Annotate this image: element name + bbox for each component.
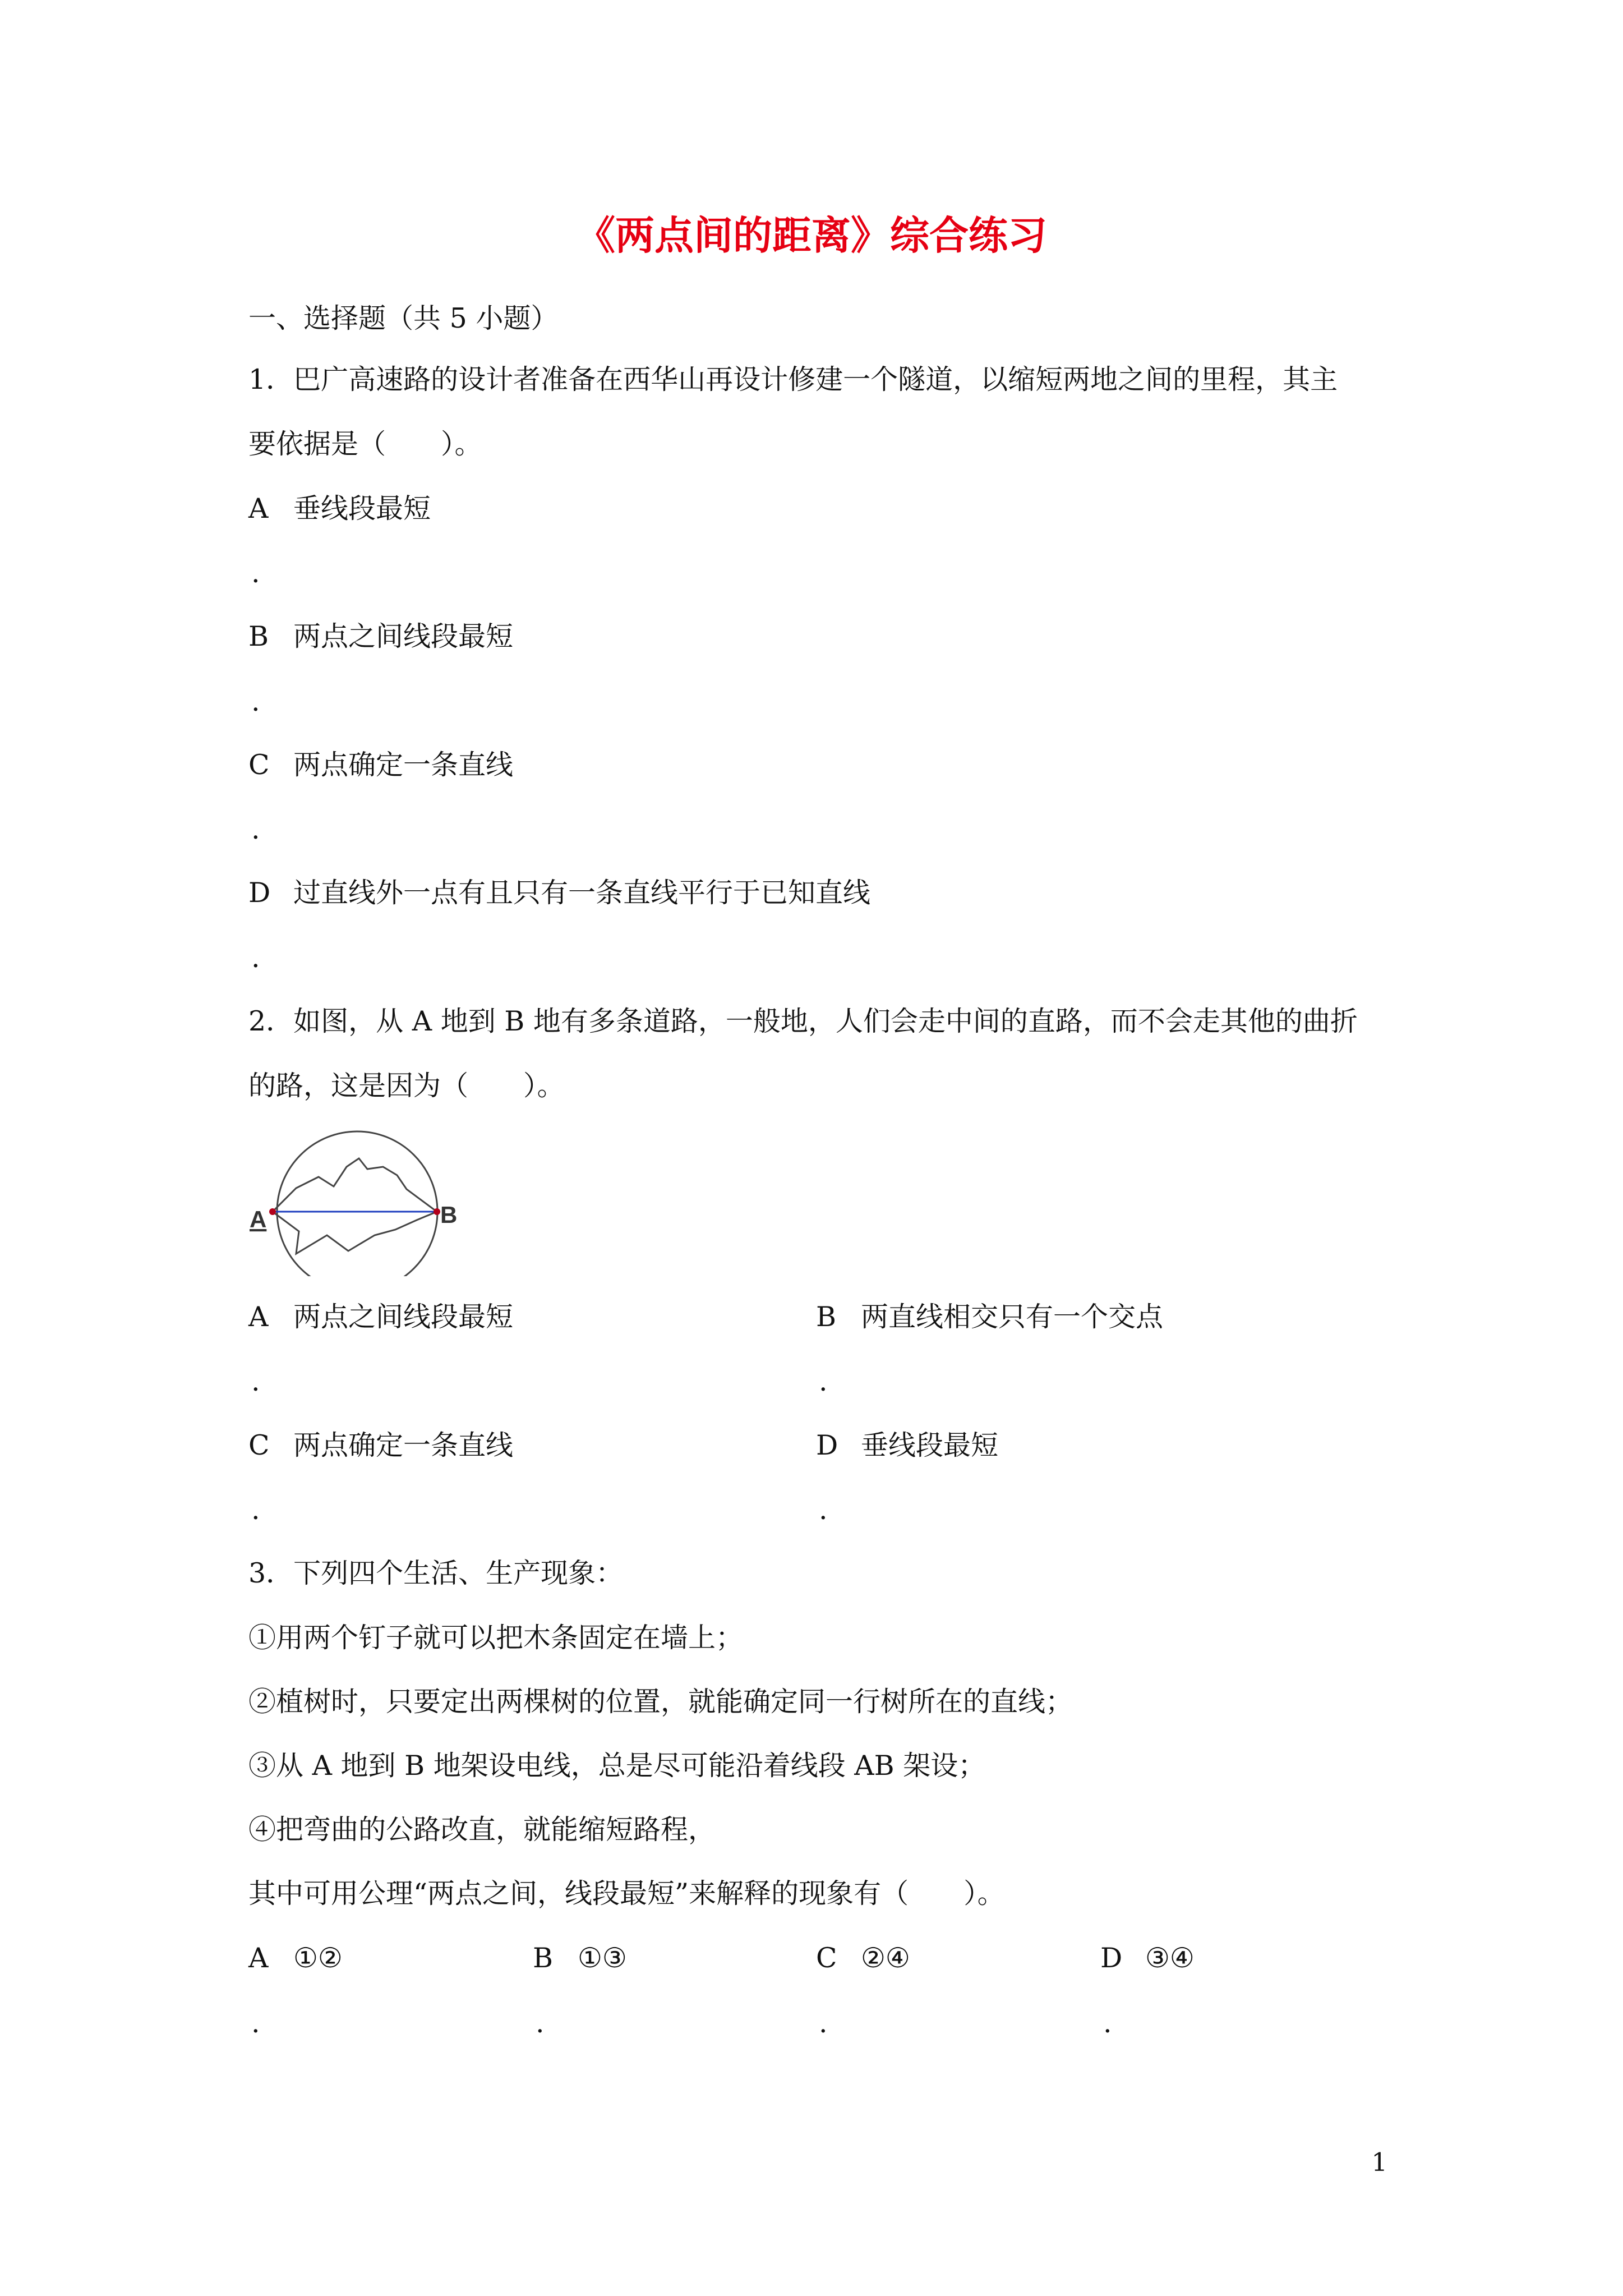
q2-option-b-label: B <box>816 1301 837 1333</box>
q1-option-d <box>248 879 870 907</box>
q1-option-b-text: 两点之间线段最短 <box>293 620 514 652</box>
q1-option-b <box>248 620 514 652</box>
roads-figure <box>248 1128 473 1276</box>
q2-option-d-dot: . <box>819 1494 828 1526</box>
q3-option-d-label: D <box>1100 1942 1123 1974</box>
label-b: B <box>440 1202 458 1228</box>
q3-item-3: ③从 A 地到 B 地架设电线，总是尽可能沿着线段 AB 架设； <box>248 1750 986 1782</box>
q3-item-4: ④把弯曲的公路改直，就能缩短路程， <box>248 1814 716 1846</box>
q3-option-c-text: ②④ <box>861 1942 910 1974</box>
lower-zigzag-road <box>273 1212 437 1254</box>
q2-option-a <box>248 1303 513 1331</box>
point-b <box>434 1208 440 1215</box>
question-3-prompt: 其中可用公理“两点之间，线段最短”来解释的现象有（ ）。 <box>248 1878 1005 1910</box>
q2-option-c-text: 两点确定一条直线 <box>293 1429 514 1461</box>
q1-option-c-label: C <box>248 749 270 781</box>
point-a <box>269 1208 276 1215</box>
q2-option-a-label: A <box>248 1301 269 1333</box>
q2-option-b-text: 两直线相交只有一个交点 <box>861 1301 1164 1333</box>
q3-option-c-label: C <box>816 1942 837 1974</box>
q3-option-b-dot: . <box>536 2007 545 2039</box>
q3-option-b <box>533 1944 627 1972</box>
q2-option-c-dot: . <box>251 1494 260 1526</box>
question-2-line-1: 2．如图，从 A 地到 B 地有多条道路，一般地，人们会走中间的直路，而不会走其他的曲折 <box>248 1005 1358 1037</box>
q1-option-d-dot: . <box>251 942 260 974</box>
q1-option-a <box>248 495 431 522</box>
q2-option-d-label: D <box>816 1429 838 1461</box>
q1-option-d-label: D <box>248 877 271 909</box>
label-a: A <box>250 1206 267 1232</box>
q2-option-b <box>816 1303 1163 1331</box>
q1-option-a-dot: . <box>251 557 260 589</box>
q3-option-d-dot: . <box>1103 2007 1112 2039</box>
section-heading: 一、选择题（共 5 小题） <box>248 302 559 334</box>
q3-option-d <box>1100 1944 1195 1972</box>
q1-option-c-dot: . <box>251 813 260 845</box>
q3-option-a-label: A <box>248 1942 269 1974</box>
question-3-line-1: 3．下列四个生活、生产现象： <box>248 1557 624 1589</box>
q2-option-d <box>816 1429 999 1461</box>
q3-item-1: ①用两个钉子就可以把木条固定在墙上； <box>248 1622 744 1654</box>
q2-option-c-label: C <box>248 1429 270 1461</box>
q1-option-d-text: 过直线外一点有且只有一条直线平行于已知直线 <box>293 877 871 909</box>
q2-option-d-text: 垂线段最短 <box>861 1429 999 1461</box>
q2-option-b-dot: . <box>819 1365 828 1397</box>
q3-option-d-text: ③④ <box>1145 1942 1195 1974</box>
document-title: 《两点间的距离》综合练习 <box>576 212 1047 259</box>
question-2-line-2: 的路，这是因为（ ）。 <box>248 1070 565 1102</box>
q3-option-a <box>248 1944 343 1972</box>
q2-option-c <box>248 1429 514 1461</box>
q1-option-b-label: B <box>248 620 269 652</box>
q3-option-b-label: B <box>533 1942 554 1974</box>
q3-item-2: ②植树时，只要定出两棵树的位置，就能确定同一行树所在的直线； <box>248 1686 1073 1718</box>
q3-option-b-text: ①③ <box>578 1942 627 1974</box>
circle-road <box>277 1131 437 1276</box>
q2-option-a-dot: . <box>251 1365 260 1397</box>
q2-option-a-text: 两点之间线段最短 <box>293 1301 514 1333</box>
q3-option-c-dot: . <box>819 2007 828 2039</box>
q3-option-c <box>816 1944 910 1972</box>
q1-option-a-text: 垂线段最短 <box>293 493 431 524</box>
question-1-line-2: 要依据是（ ）。 <box>248 428 482 460</box>
q3-option-a-text: ①② <box>293 1942 343 1974</box>
q1-option-a-label: A <box>248 493 269 524</box>
q1-option-c-text: 两点确定一条直线 <box>293 749 514 781</box>
q1-option-b-dot: . <box>251 685 260 717</box>
q1-option-c <box>248 751 513 779</box>
q3-option-a-dot: . <box>251 2007 260 2039</box>
question-1-line-1: 1．巴广高速路的设计者准备在西华山再设计修建一个隧道，以缩短两地之间的里程，其主 <box>248 364 1338 395</box>
upper-zigzag-road <box>273 1158 437 1212</box>
page-number: 1 <box>1371 2147 1387 2177</box>
